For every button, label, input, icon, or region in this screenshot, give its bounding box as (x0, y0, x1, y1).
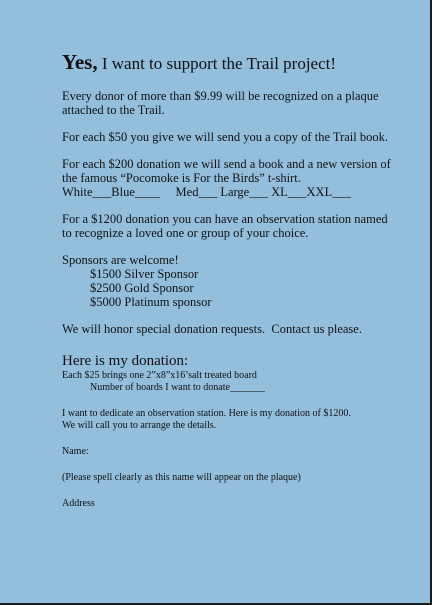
special-line-1: We will honor special donation requests. Contact us please. (62, 322, 362, 336)
tshirt-options[interactable]: White___Blue____ Med___ Large___ XL___XXL___ (62, 185, 351, 199)
dedicate-line-1[interactable]: I want to dedicate an observation station. Here is my donation of $1200. (62, 408, 351, 419)
page-title (62, 50, 422, 76)
station-line-2: to recognize a loved one or group of your choice. (62, 226, 309, 240)
title-rest: I want to support the Trail project! (97, 54, 337, 73)
sponsors-heading: Sponsors are welcome! (62, 253, 179, 267)
sponsor-level-silver: $1500 Silver Sponsor (90, 267, 199, 281)
form-content (62, 50, 422, 510)
name-label[interactable]: Name: (62, 446, 89, 457)
plaque-line-2: attached to the Trail. (62, 103, 165, 117)
board-line: Each $25 brings one 2”x8”x16’salt treated board (62, 370, 257, 381)
title-yes: Yes, (62, 50, 98, 74)
board-block (62, 370, 422, 394)
donation-title: Here is my donation: (62, 353, 189, 369)
boards-count-field[interactable]: Number of boards I want to donate_______ (90, 382, 265, 393)
tshirt-line-1: For each $200 donation we will send a book and a new version of (62, 157, 391, 171)
plaque-paragraph (62, 89, 422, 117)
spell-note: (Please spell clearly as this name will appear on the plaque) (62, 472, 301, 483)
sponsors-paragraph (62, 253, 422, 309)
station-paragraph (62, 212, 422, 240)
tshirt-line-2: the famous “Pocomoke is For the Birds” t-shirt. (62, 171, 301, 185)
address-label[interactable]: Address (62, 498, 95, 509)
special-paragraph (62, 322, 422, 336)
sponsor-level-platinum: $5000 Platinum sponsor (90, 295, 212, 309)
dedicate-block (62, 408, 422, 432)
book-paragraph (62, 130, 422, 144)
plaque-line-1: Every donor of more than $9.99 will be recognized on a plaque (62, 89, 379, 103)
sponsor-level-gold: $2500 Gold Sponsor (90, 281, 194, 295)
book-line-1: For each $50 you give we will send you a copy of the Trail book. (62, 130, 388, 144)
station-line-1: For a $1200 donation you can have an observation station named (62, 212, 388, 226)
tshirt-paragraph (62, 157, 422, 199)
dedicate-line-2: We will call you to arrange the details. (62, 420, 217, 431)
